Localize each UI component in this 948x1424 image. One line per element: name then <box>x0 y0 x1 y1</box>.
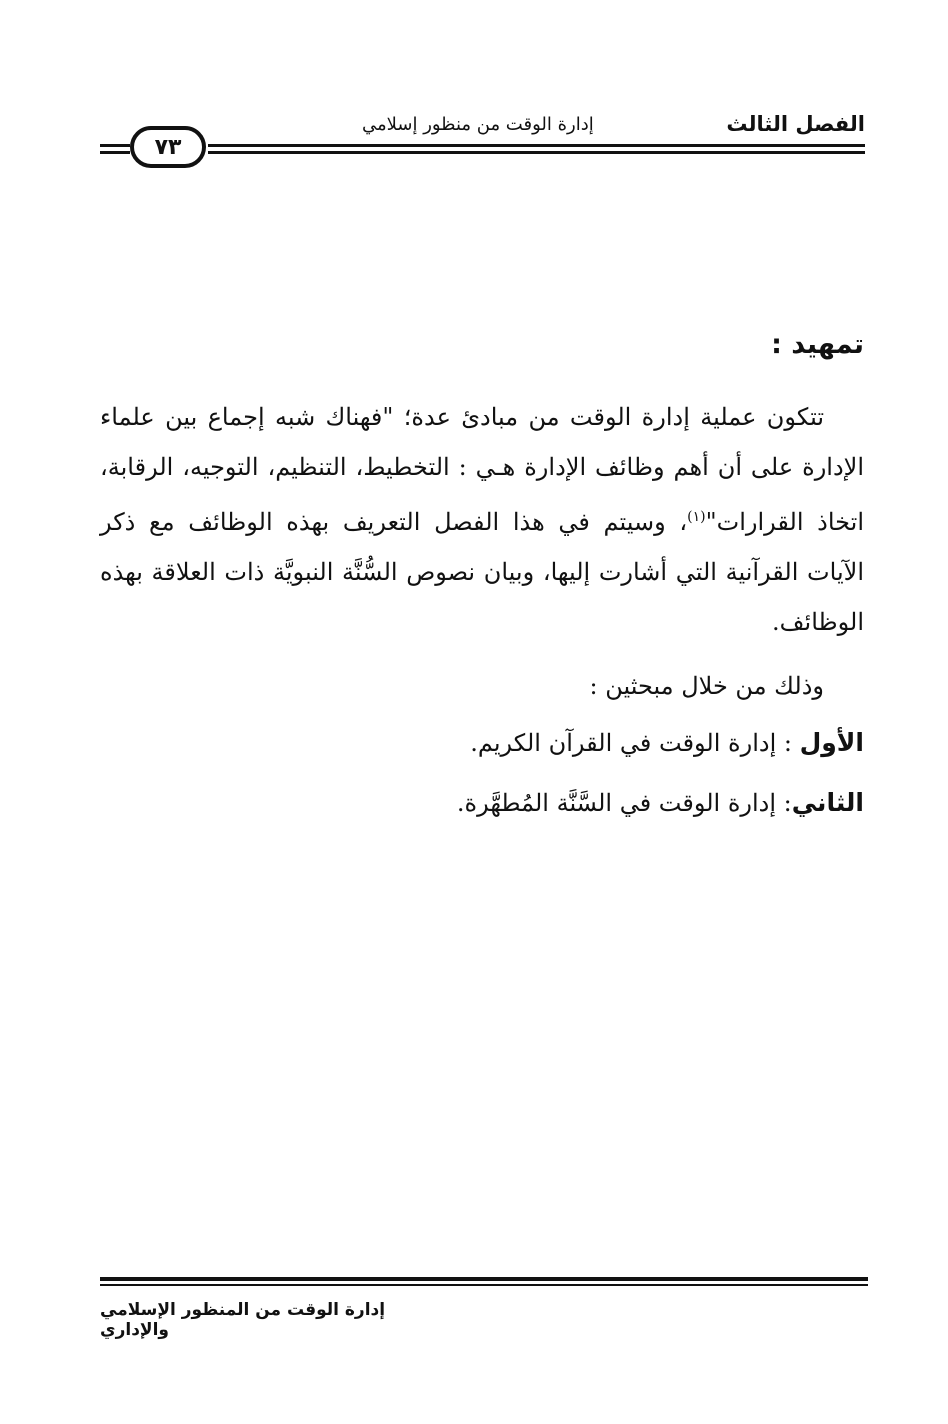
intro-paragraph <box>100 392 864 647</box>
list-item-second <box>100 775 864 831</box>
paragraph-text-part2: ، وسيتم في هذا الفصل التعريف بهذه الوظائف مع ذكر الآيات القرآنية التي أشارت إليها، وبيان نصوص السُّنَّة النبويَّة ذات العلاقة بهذه الوظائف. <box>100 508 864 636</box>
header-rule-stub <box>100 144 130 154</box>
footer-book-title: إدارة الوقت من المنظور الإسلامي والإداري <box>100 1300 386 1340</box>
page-number-badge: ٧٣ <box>130 126 206 168</box>
list-item-text: : إدارة الوقت في القرآن الكريم. <box>470 729 800 757</box>
footer-rule <box>100 1277 868 1286</box>
running-title: إدارة الوقت من منظور إسلامي <box>362 114 594 135</box>
list-item-term: الأول <box>799 728 864 757</box>
footnote-reference[interactable]: (١) <box>687 509 706 525</box>
paragraph-text-part1: تتكون عملية إدارة الوقت من مبادئ عدة؛ "فهناك شبه إجماع بين علماء الإدارة على أن أهم وظائف الإدارة هـي : التخطيط، التنظيم، التوجيه، الرقابة، اتخاذ القرارات" <box>100 403 864 536</box>
page-header <box>100 100 865 180</box>
page-body <box>100 320 864 831</box>
list-intro: وذلك من خلال مبحثين : <box>589 672 824 700</box>
list-item-text: : إدارة الوقت في السَّنَّة المُطهَّرة. <box>456 789 792 817</box>
header-rule <box>208 144 865 154</box>
list-item-term: الثاني <box>791 788 864 817</box>
list-item-first <box>100 715 864 771</box>
section-heading: تمهيد : <box>771 329 864 360</box>
chapter-label: الفصل الثالث <box>726 112 865 136</box>
